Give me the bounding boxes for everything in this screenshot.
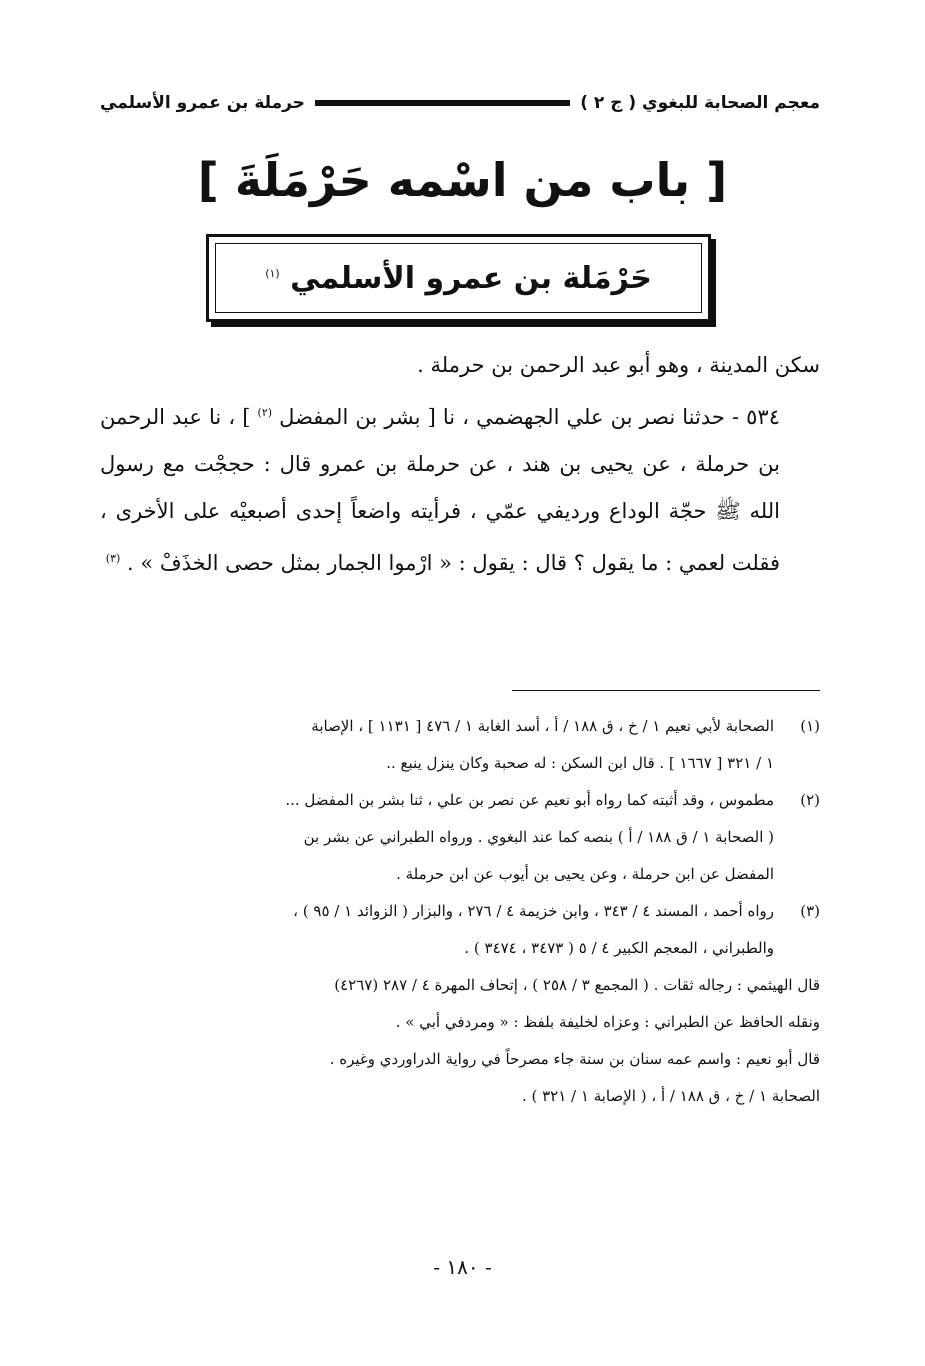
hadith-text-part1: ٥٣٤ - حدثنا نصر بن علي الجهضمي ، نا [ بشر بن المفضل xyxy=(279,405,780,429)
person-name-heading xyxy=(265,261,652,296)
footnote-line: رواه أحمد ، المسند ٤ / ٣٤٣ ، وابن خزيمة ٤ / ٢٧٦ ، والبزار ( الزوائد ١ / ٩٥ ) ، xyxy=(293,902,774,920)
chapter-title: [ باب من اسْمه حَرْمَلَةَ ] xyxy=(197,153,728,207)
page-number: - ١٨٠ - xyxy=(433,1255,492,1279)
footnote-number: (٣) xyxy=(800,902,820,920)
footnote-body xyxy=(100,893,820,1115)
intro-paragraph: سكن المدينة ، وهو أبو عبد الرحمن بن حرملة . xyxy=(417,353,820,377)
header-rule xyxy=(315,100,570,106)
footnote-line: المفضل عن ابن حرملة ، وعن يحيى بن أيوب عن ابن حرملة . xyxy=(396,865,774,883)
footnote-number: (٢) xyxy=(800,791,820,809)
running-header xyxy=(100,86,820,120)
hadith-paragraph xyxy=(100,389,820,587)
footnote-2 xyxy=(100,782,820,893)
footnote-line: الصحابة ١ / خ ، ق ١٨٨ / أ ، ( الإصابة ١ / ٣٢١ ) . xyxy=(521,1087,820,1105)
header-entry-title: حرملة بن عمرو الأسلمي xyxy=(100,93,305,113)
footnote-body xyxy=(100,782,774,893)
footnote-line: ١ / ٣٢١ [ ١٦٦٧ ] . قال ابن السكن : له صحبة وكان ينزل ينبع .. xyxy=(386,754,774,772)
footnote-body xyxy=(100,708,774,782)
person-title-box xyxy=(206,234,711,322)
footnote-ref-3: (٣) xyxy=(105,552,121,565)
footnote-line: ( الصحابة ١ / ق ١٨٨ / أ ) بنصه كما عند البغوي . ورواه الطبراني عن بشر بن xyxy=(303,828,774,846)
footnote-separator xyxy=(512,690,820,691)
header-book-title: معجم الصحابة للبغوي ( ج ٢ ) xyxy=(580,93,820,113)
hadith-text-part2: ] ، نا عبد الرحمن بن حرملة ، عن يحيى بن هند ، عن حرملة بن عمرو قال : حججْت مع رسول الله ﷺ حجّة الوداع ورديفي عمّي ، فرأيته واضعاً إحدى أصبعيْه على الأخرى ، فقلت لعمي : ما يقول ؟ قال : يقول : « ارْموا الجمار بمثل حصى الخذَفْ » . xyxy=(100,405,780,575)
footnote-3 xyxy=(100,893,820,1115)
footnote-line: مطموس ، وقد أثبته كما رواه أبو نعيم عن نصر بن علي ، ثنا بشر بن المفضل ... xyxy=(285,791,774,809)
person-name: حَرْمَلة بن عمرو الأسلمي xyxy=(290,260,652,296)
footnote-line: والطبراني ، المعجم الكبير ٤ / ٥ ( ٣٤٧٣ ، ٣٤٧٤ ) . xyxy=(464,939,774,957)
footnote-ref-2: (٢) xyxy=(257,406,273,419)
footnotes xyxy=(100,708,820,1115)
footnote-line: الصحابة لأبي نعيم ١ / خ ، ق ١٨٨ / أ ، أسد الغابة ١ / ٤٧٦ [ ١١٣١ ] ، الإصابة xyxy=(311,717,774,735)
main-text xyxy=(100,342,820,587)
footnote-line: قال أبو نعيم : واسم عمه سنان بن سنة جاء مصرحاً في رواية الدراوردي وغيره . xyxy=(329,1050,820,1068)
footnote-ref-1: (١) xyxy=(265,266,280,280)
footnote-line: قال الهيثمي : رجاله ثقات . ( المجمع ٣ / ٢٥٨ ) ، إتحاف المهرة ٤ / ٢٨٧ (٤٢٦٧) xyxy=(334,976,820,994)
footnote-number: (١) xyxy=(800,717,820,735)
footnote-line: ونقله الحافظ عن الطبراني : وعزاه لخليفة بلفظ : « ومردفي أبي » . xyxy=(395,1013,820,1031)
footnote-1 xyxy=(100,708,820,782)
